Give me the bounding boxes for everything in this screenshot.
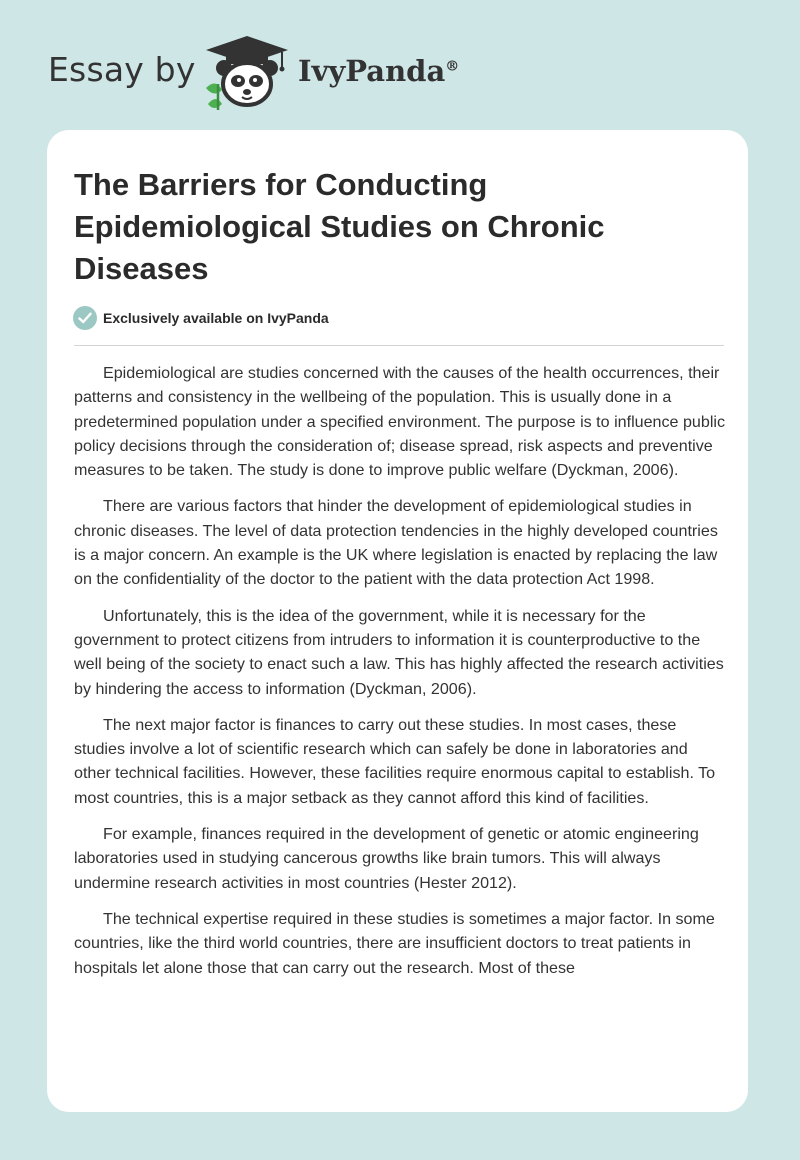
paragraph: For example, finances required in the development of genetic or atomic engineering laboratories used in studying cancerous growths like brain tumors. This will always undermine research activities in most countries (Hester 2012). [74,825,699,892]
essay-card [47,130,748,1112]
essay-body [74,361,726,992]
paragraph: The technical expertise required in these studies is sometimes a major factor. In some countries, like the third world countries, there are insufficient doctors to treat patients in hospitals let alone those that can carry out the research. Most of these [74,909,715,977]
paragraph: Epidemiological are studies concerned with the causes of the health occurrences, their patterns and consistency in the wellbeing of the population. This is usually done in a predetermined population under a specified environment. The purpose is to influence public policy decisions through the consideration of; disease spread, risk aspects and preventive measures to be taken. The study is done to improve public welfare (Dyckman, 2006). [74,364,726,480]
divider [74,345,724,346]
registered-mark: ® [445,58,460,75]
panda-graduate-icon[interactable] [202,34,292,110]
brand-name: IvyPanda [298,54,446,88]
ivypanda-logo-text[interactable] [298,54,459,88]
site-header [48,28,548,108]
exclusive-badge [73,306,329,330]
paragraph: Unfortunately, this is the idea of the government, while it is necessary for the government to protect citizens from intruders to information it is counterproductive to the well being of the society to enact such a law. This has highly affected the research activities by hindering the access to information (Dyckman, 2006). [74,606,724,698]
check-circle-icon [73,306,97,330]
paragraph: There are various factors that hinder the development of epidemiological studies in chronic diseases. The level of data protection tendencies in the highly developed countries is a major concern. An example is the UK where legislation is enacted by replacing the law on the confidentiality of the doctor to the patient with the data protection Act 1998. [74,497,718,589]
exclusive-label: Exclusively available on IvyPanda [103,310,329,326]
page-title: The Barriers for Conducting Epidemiological Studies on Chronic Diseases [74,167,605,286]
paragraph: The next major factor is finances to carry out these studies. In most cases, these studies involve a lot of scientific research which can safely be done in laboratories and other technical facilities. However, these facilities require enormous capital to establish. To most countries, this is a major setback as they cannot afford this kind of facilities. [74,715,716,807]
essay-by-label: Essay by [48,50,196,89]
